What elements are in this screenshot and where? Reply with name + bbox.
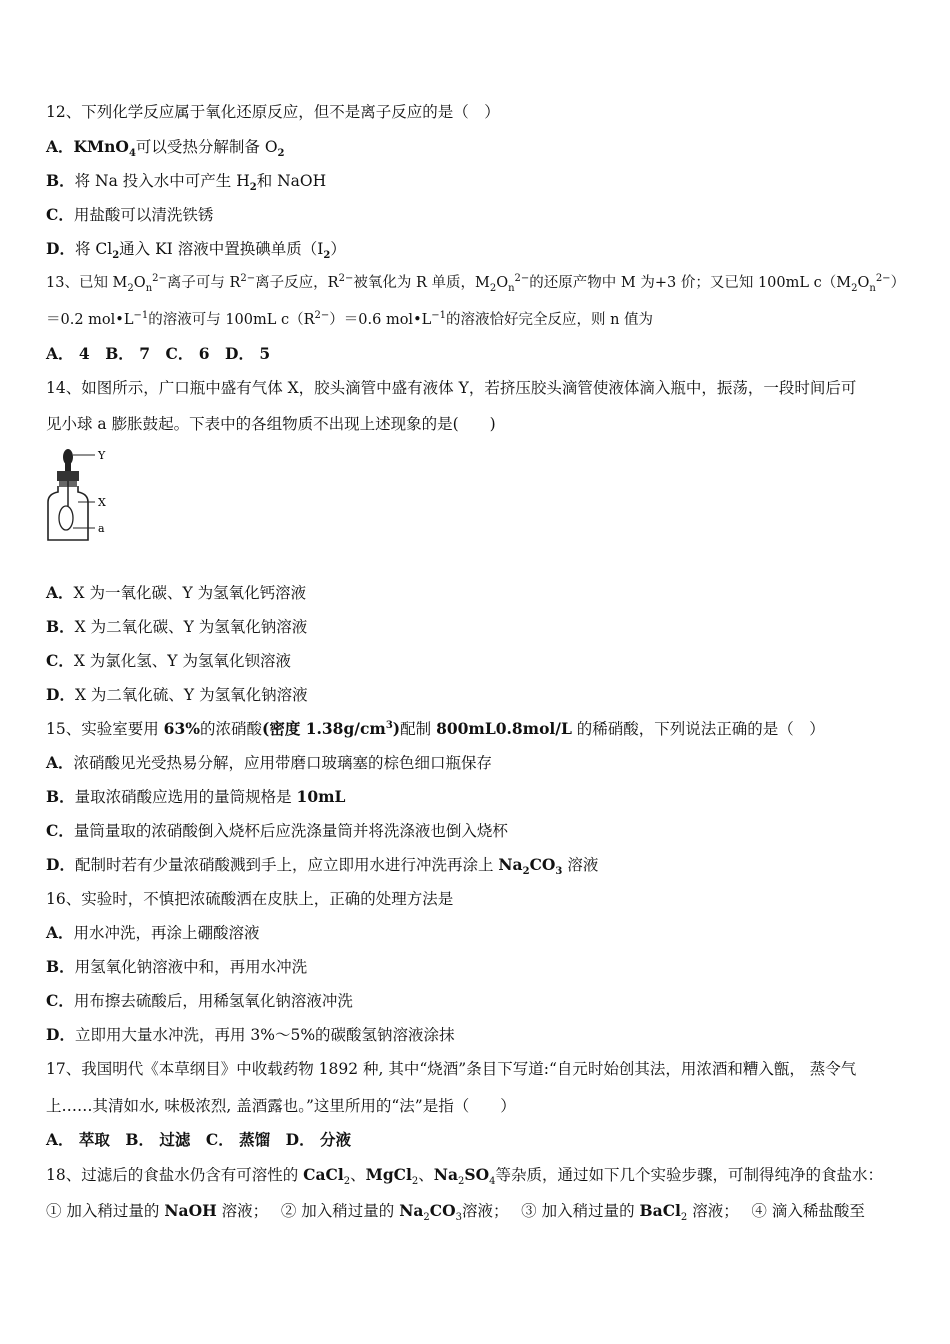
s: 2− [314,310,330,322]
options-text: A． 4 B． 7 C． 6 D． 5 [46,344,271,363]
q17-stem-line2 [46,1096,910,1116]
label: A． [46,923,74,942]
s: n [508,282,515,294]
text: 用水冲洗，再涂上硼酸溶液 [73,924,260,942]
sub: 2 [323,250,331,262]
q12-stem [46,102,910,122]
q13-options [46,344,910,364]
q12-option-d [46,239,910,262]
label: C． [46,205,74,224]
t: 13、已知 M [46,275,128,291]
text: 用氢氧化钠溶液中和，再用水冲洗 [74,958,308,976]
text: 将 Cl [74,240,113,258]
text: 可以受热分解制备 O [135,138,278,156]
t: 溶液； ③ 加入稍过量的 [462,1202,640,1220]
text: ） [330,240,346,258]
text: 量筒量取的浓硝酸倒入烧杯后应洗涤量筒并将洗涤液也倒入烧杯 [73,822,508,840]
options-text: A． 萃取 B． 过滤 C． 蒸馏 D． 分液 [46,1130,351,1149]
sub: 2 [277,148,285,160]
label: D． [46,685,75,704]
label: C． [46,821,74,840]
t: 溶液； ④ 滴入稀盐酸至 [687,1202,865,1220]
t: ① 加入稍过量的 [46,1202,165,1220]
t: 17、我国明代《本草纲目》中收载药物 1892 种, 其中“烧酒”条目下写道:“自元时始创其法，用浓酒和糟入甑， 蒸令气 [46,1060,857,1078]
text: 将 Na 投入水中可产生 H [74,172,250,190]
t: 配制 [400,720,437,738]
t: 等杂质，通过如下几个实验步骤，可制得纯净的食盐水： [495,1166,883,1184]
q14-stem-line2 [46,414,910,434]
text: X 为二氧化硫、Y 为氢氧化钠溶液 [74,686,308,704]
s: 3 [385,719,393,731]
text: X 为氯化氢、Y 为氢氧化钡溶液 [73,652,291,670]
s: 2 [343,1176,351,1188]
t: 离子可与 R [166,275,241,291]
q16-stem [46,889,910,909]
t: ）＝0.6 mol•L [329,312,432,328]
t: 见小球 a 膨胀鼓起。下表中的各组物质不出现上述现象的是( ) [46,415,496,433]
s: −1 [133,310,149,322]
fig-label-a: a [98,522,105,535]
t: Na [433,1165,458,1184]
text: 浓硝酸见光受热易分解，应用带磨口玻璃塞的棕色细口瓶保存 [73,754,493,772]
q14-option-a [46,583,910,603]
t: 被氧化为 R 单质，M [353,275,490,291]
s: 2 [127,282,134,294]
label: A． [46,753,74,772]
q15-option-d [46,855,910,878]
t: 15、实验室要用 [46,720,164,738]
label: B． [46,171,75,190]
s: −1 [431,310,446,322]
q16-option-b [46,957,910,977]
q14-option-b [46,617,910,637]
label: B． [46,957,75,976]
text: CO [529,855,556,874]
sub: 2 [249,182,257,194]
t: NaOH [164,1201,217,1220]
q15-option-a [46,753,910,773]
label: D． [46,239,75,258]
balloon-a [59,506,73,530]
fig-label-y: Y [98,449,106,462]
t: 、 [350,1166,366,1184]
t: MgCl [365,1165,412,1184]
q12-option-b [46,171,910,194]
label: D． [46,1025,75,1044]
q16-option-a [46,923,910,943]
s: 2 [411,1176,419,1188]
t: (密度 1.38g/cm [261,719,386,738]
s: 2− [240,273,256,285]
text: Na [498,855,523,874]
t: CO [429,1201,456,1220]
t: O [496,275,509,291]
t: ） [890,275,906,291]
q15-stem [46,719,910,739]
text: X 为一氧化碳、Y 为氢氧化钙溶液 [73,584,307,602]
q14-stem-line1 [46,378,910,398]
t: ) [392,719,401,738]
s: 2 [680,1212,688,1224]
s: 2− [875,273,891,285]
q18-stem-line2 [46,1201,910,1224]
s: 3 [455,1212,462,1224]
t: O [133,275,146,291]
dropper-bulb [63,449,73,471]
sub: 2 [522,866,530,878]
text: KMnO [73,137,129,156]
t: 离子反应，R [255,275,339,291]
t: 18、过滤后的食盐水仍含有可溶性的 [46,1166,304,1184]
text: 立即用大量水冲洗，再用 3%～5%的碳酸氢钠溶液涂抹 [74,1026,455,1044]
text: 用盐酸可以清洗铁锈 [73,206,214,224]
q14-option-c [46,651,910,671]
flask-diagram [40,446,120,546]
t: CaCl [303,1165,344,1184]
s: 2− [152,273,167,285]
q13-stem-line1 [46,273,910,293]
s: 2− [338,273,354,285]
s: 4 [489,1176,496,1188]
q16-option-d [46,1025,910,1045]
sub: 4 [128,148,136,160]
t: 14、如图所示，广口瓶中盛有气体 X，胶头滴管中盛有液体 Y，若挤压胶头滴管使液体滴入瓶中，振荡，一段时间后可 [46,379,857,397]
t: 的溶液可与 100mL c（R [148,312,315,328]
t: SO [464,1165,490,1184]
t: 上……其清如水, 味极浓烈, 盖酒露也。”这里所用的“法”是指（ ） [46,1097,516,1115]
sub: 3 [555,866,563,878]
q13-stem-line2 [46,310,910,330]
q17-options [46,1130,910,1150]
s: 2 [851,282,858,294]
t: 800mL0.8mol/L [436,719,572,738]
t: 的稀硝酸，下列说法正确的是（ ） [571,720,825,738]
label: C． [46,651,74,670]
s: 2 [423,1212,430,1224]
text: 用布擦去硫酸后，用稀氢氧化钠溶液冲洗 [73,992,353,1010]
q15-option-b [46,787,910,807]
t: 、 [418,1166,434,1184]
s: 2 [458,1176,465,1188]
label: B． [46,617,75,636]
t: 的还原产物中 M 为+3 价；又已知 100mL c（M [529,275,852,291]
t: 的浓硝酸 [199,720,262,738]
t: 溶液； ② 加入稍过量的 [216,1202,400,1220]
q15-option-c [46,821,910,841]
label: B． [46,787,75,806]
q17-stem-line1 [46,1059,910,1079]
label: D． [46,855,75,874]
text: 量取浓硝酸应选用的量筒规格是 [74,788,297,806]
s: n [869,282,876,294]
q12-option-c [46,205,910,225]
text: 配制时若有少量浓硝酸溅到手上，应立即用水进行冲洗再涂上 [74,856,499,874]
q12-stem-text: 12、下列化学反应属于氧化还原反应，但不是离子反应的是（ ） [46,103,500,121]
s: 2 [489,282,497,294]
label: A． [46,583,74,602]
text: X 为二氧化碳、Y 为氢氧化钠溶液 [74,618,308,636]
q18-stem-line1 [46,1165,910,1188]
label: A． [46,137,74,156]
t: 的溶液恰好完全反应，则 n 值为 [446,312,654,328]
t: O [857,275,870,291]
t: 63% [163,719,200,738]
q14-option-d [46,685,910,705]
text: 通入 KI 溶液中置换碘单质（I [119,240,324,258]
text: 10mL [296,787,346,806]
q16-option-c [46,991,910,1011]
t: BaCl [639,1201,681,1220]
t: ＝0.2 mol•L [46,312,134,328]
fig-label-x: X [98,496,106,509]
label: C． [46,991,74,1010]
t: Na [399,1201,424,1220]
text: 和 NaOH [256,172,327,190]
sub: 2 [112,250,120,262]
t: 16、实验时，不慎把浓硫酸洒在皮肤上，正确的处理方法是 [46,890,454,908]
s: 2− [514,273,530,285]
q12-option-a [46,137,910,160]
s: n [145,282,153,294]
text: 溶液 [562,856,599,874]
